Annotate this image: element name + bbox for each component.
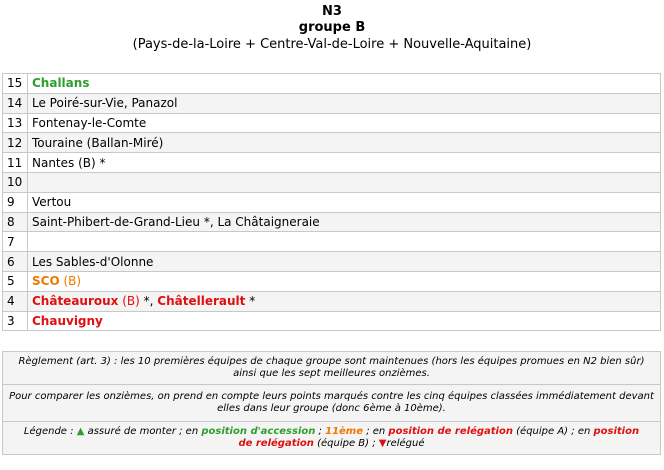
rank-cell: 10 <box>3 172 28 192</box>
legend-down-text: relégué <box>386 438 425 449</box>
legend-relegation-b-note: (équipe B) ; <box>313 438 379 449</box>
team-cell: Saint-Phibert-de-Grand-Lieu *, La Châtaigneraie <box>28 212 661 232</box>
page-header <box>0 0 664 53</box>
table-row <box>3 252 661 272</box>
team-suffix: (B) <box>118 294 140 309</box>
rank-cell: 11 <box>3 153 28 173</box>
reglement-note <box>3 352 661 385</box>
table-row <box>3 133 661 153</box>
team-suffix: (B) <box>59 274 82 289</box>
team-cell <box>28 172 661 192</box>
legend-relegation-a: position de relégation <box>388 426 513 437</box>
team-cell: Les Sables-d'Olonne <box>28 252 661 272</box>
team-separator: *, <box>139 294 158 309</box>
table-row <box>3 352 661 385</box>
group-title: groupe B <box>298 20 366 35</box>
team-name: Châtellerault <box>157 294 246 309</box>
team-name: SCO <box>32 274 60 289</box>
legend-note <box>3 422 661 455</box>
legend-relegation-b-part1: position <box>593 426 640 437</box>
rank-cell: 6 <box>3 252 28 272</box>
table-row <box>3 291 661 311</box>
table-row <box>3 192 661 212</box>
team-suffix: * <box>245 294 256 309</box>
triangle-up-icon: ▲ <box>76 426 85 437</box>
triangle-down-icon: ▼ <box>378 438 387 449</box>
legend-accession: position d'accession <box>201 426 316 437</box>
rank-cell: 13 <box>3 113 28 133</box>
team-cell <box>28 271 661 291</box>
table-row <box>3 212 661 232</box>
team-cell: Vertou <box>28 192 661 212</box>
team-cell <box>28 74 661 94</box>
rank-cell: 14 <box>3 93 28 113</box>
legend-prefix: Légende : <box>23 426 77 437</box>
team-cell <box>28 311 661 331</box>
legend-sep: ; <box>315 426 326 437</box>
rank-cell: 4 <box>3 291 28 311</box>
reglement-line-2: ainsi que les sept meilleures onzièmes. <box>233 368 430 379</box>
page-title: N3 <box>322 4 342 19</box>
team-cell: Nantes (B) * <box>28 153 661 173</box>
table-row <box>3 113 661 133</box>
standings-table <box>2 73 661 331</box>
compare-line-2: elles dans leur groupe (donc 6ème à 10ème). <box>217 403 446 414</box>
rank-cell: 12 <box>3 133 28 153</box>
rank-cell: 9 <box>3 192 28 212</box>
team-name: Chauvigny <box>32 313 103 328</box>
legend-relegation-a-note: (équipe A) ; en <box>512 426 594 437</box>
table-row <box>3 232 661 252</box>
team-name: Châteauroux <box>32 294 119 309</box>
team-cell: Le Poiré-sur-Vie, Panazol <box>28 93 661 113</box>
notes-table <box>2 351 661 455</box>
team-cell <box>28 291 661 311</box>
rank-cell: 5 <box>3 271 28 291</box>
rank-cell: 7 <box>3 232 28 252</box>
legend-eleventh: 11ème <box>325 426 364 437</box>
team-cell: Touraine (Ballan-Miré) <box>28 133 661 153</box>
rank-cell: 15 <box>3 74 28 94</box>
rank-cell: 3 <box>3 311 28 331</box>
table-row <box>3 385 661 422</box>
regions-subtitle: (Pays-de-la-Loire + Centre-Val-de-Loire + Nouvelle-Aquitaine) <box>132 37 532 52</box>
table-row <box>3 93 661 113</box>
table-row <box>3 172 661 192</box>
rank-cell: 8 <box>3 212 28 232</box>
compare-line-1: Pour comparer les onzièmes, on prend en compte leurs points marqués contre les cinq équipes classées immédiatement devant <box>9 391 654 402</box>
legend-up-text: assuré de monter ; en <box>84 426 202 437</box>
table-row <box>3 153 661 173</box>
compare-note <box>3 385 661 422</box>
team-cell <box>28 232 661 252</box>
team-cell: Fontenay-le-Comte <box>28 113 661 133</box>
table-row <box>3 74 661 94</box>
legend-relegation-b-part2: de relégation <box>238 438 314 449</box>
legend-sep: ; en <box>363 426 389 437</box>
table-row <box>3 311 661 331</box>
table-row <box>3 422 661 455</box>
table-row <box>3 271 661 291</box>
team-name: Challans <box>32 76 90 91</box>
reglement-line-1: Règlement (art. 3) : les 10 premières équipes de chaque groupe sont maintenues (hors les équipes promues en N2 bien sûr) <box>18 356 645 367</box>
